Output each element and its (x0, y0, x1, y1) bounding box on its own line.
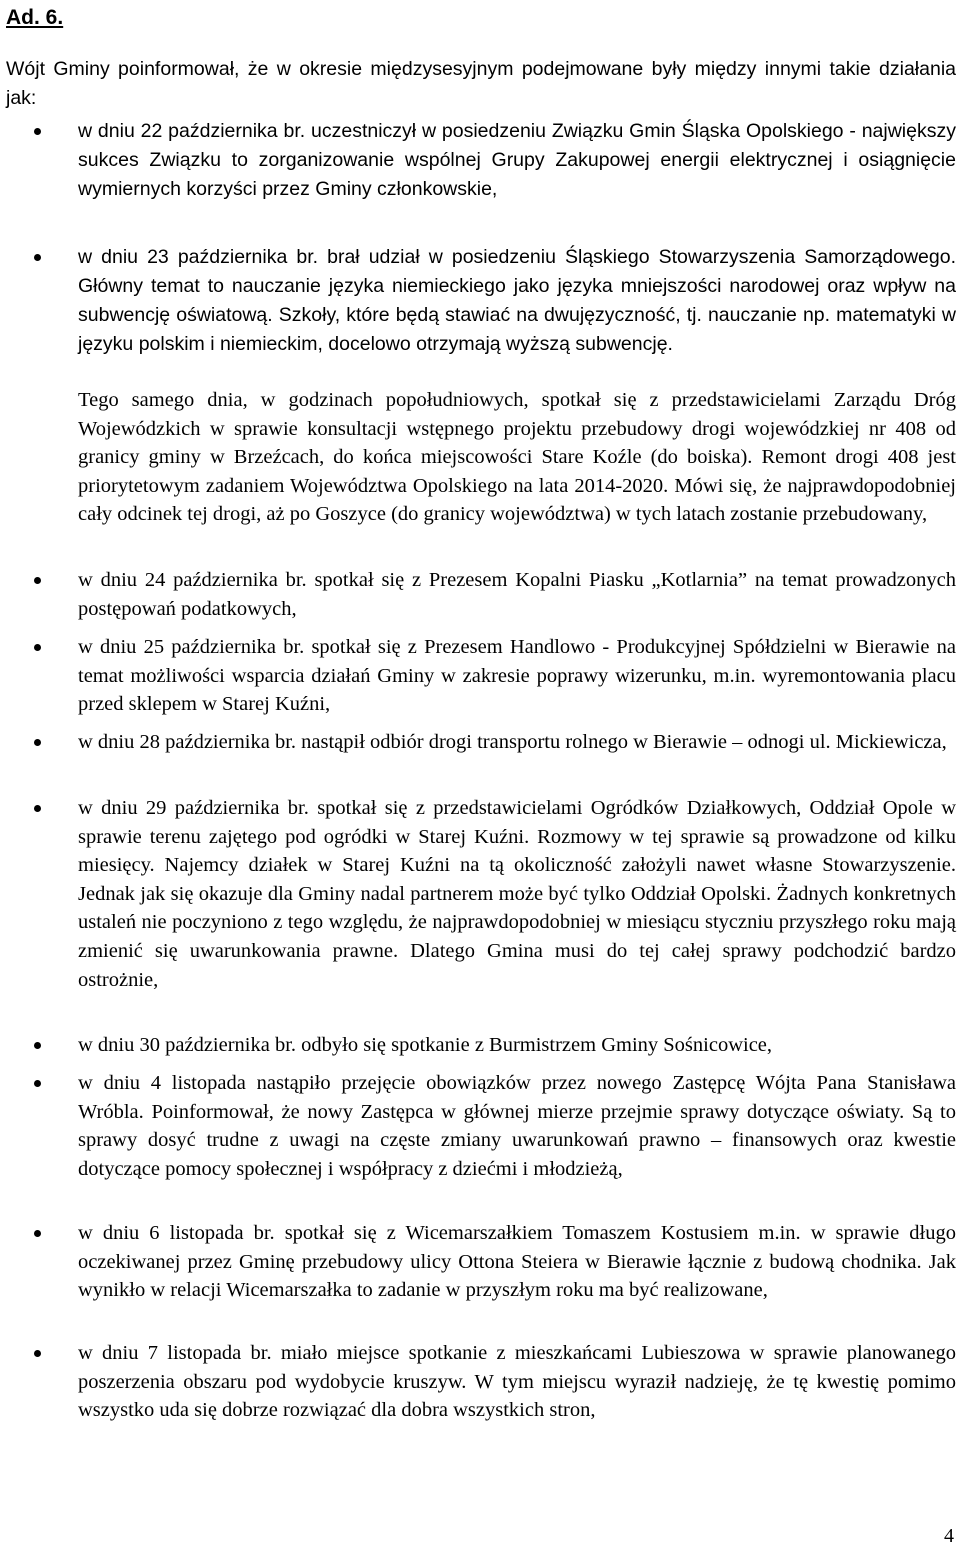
item-text: Tego samego dnia, w godzinach popołudniowych, spotkał się z przedstawicielami Zarządu Dróg Wojewódzkich w sprawie konsultacji wstępnego projektu przebudowy drogi wojewódzkiej nr 408 od granicy gminy w Brzeźcach, do końca miejscowości Stare Koźle (do boiska). Remont drogi 408 jest priorytetowym zadaniem Województwa Opolskiego na lata 2014-2020. Mówi się, że najprawdopodobniej cały odcinek tej drogi, aż po Goszyce (do granicy województwa) w tych latach zostanie przebudowany, (78, 389, 956, 526)
list-item (78, 728, 956, 757)
list-item (78, 1339, 956, 1425)
list-item (78, 633, 956, 719)
list-item (78, 1031, 956, 1060)
list-item (78, 1219, 956, 1305)
list-item (78, 1069, 956, 1183)
list-item (78, 117, 956, 204)
intro-paragraph: Wójt Gminy poinformował, że w okresie międzysesyjnym podejmowane były między innymi takie działania jak: (6, 58, 956, 109)
item-text: w dniu 25 października br. spotkał się z Prezesem Handlowo - Produkcyjnej Spółdzielni w Bierawie na temat możliwości wsparcia działań Gminy w zakresie poprawy wizerunku, m.in. wyremontowania placu przed sklepem w Starej Kuźni, (78, 636, 956, 716)
section-heading: Ad. 6. (6, 6, 64, 29)
list-item (78, 243, 956, 359)
page-number: 4 (944, 1525, 954, 1547)
item-text: w dniu 23 października br. brał udział w posiedzeniu Śląskiego Stowarzyszenia Samorządowego. Główny temat to nauczanie języka niemieckiego jako języka mniejszości narodowej oraz wpływ na subwencję oświatową. Szkoły, które będą stawiać na dwujęzyczność, tj. nauczanie np. matematyki w języku polskim i niemieckim, docelowo otrzymają wyższą subwencję. (78, 246, 956, 355)
item-text: w dniu 30 października br. odbyło się spotkanie z Burmistrzem Gminy Sośnicowice, (78, 1034, 773, 1056)
item-text: w dniu 6 listopada br. spotkał się z Wicemarszałkiem Tomaszem Kostusiem m.in. w sprawie długo oczekiwanej przez Gminę przebudowy ulicy Ottona Steiera w Bierawie łącznie z budową chodnika. Jak wynikło w relacji Wicemarszałka to zadanie w przyszłym roku ma być realizowane, (78, 1222, 956, 1302)
item-text: w dniu 22 października br. uczestniczył w posiedzeniu Związku Gmin Śląska Opolskiego - największy sukces Związku to zorganizowanie wspólnej Grupy Zakupowej energii elektrycznej i osiągnięcie wymiernych korzyści przez Gminy członkowskie, (78, 120, 956, 200)
item-text: w dniu 29 października br. spotkał się z przedstawicielami Ogródków Działkowych, Oddział Opole w sprawie terenu zajętego pod ogródki w Starej Kuźni. Rozmowy w tej sprawie są prowadzone od kilku miesięcy. Najemcy działek w Starej Kuźni na tą okoliczność założyli nawet własne Stowarzyszenie. Jednak jak się okazuje dla Gminy nadal partnerem może być tylko Oddział Opolski. Żadnych konkretnych ustaleń nie poczyniono z tego względu, że najprawdopodobniej w miesiącu styczniu przyszłego roku mają zmienić się uwarunkowania prawne. Dlatego Gmina musi do tej całej sprawy podchodzić bardzo ostrożnie, (78, 797, 956, 991)
item-text: w dniu 7 listopada br. miało miejsce spotkanie z mieszkańcami Lubieszowa w sprawie planowanego poszerzenia obszaru pod wydobycie kruszyw. W tym miejscu wyraził nadzieję, że tę kwestię pomimo wszystko uda się dobrze rozwiązać dla dobra wszystkich stron, (78, 1342, 956, 1422)
list-item (78, 566, 956, 623)
item-text: w dniu 24 października br. spotkał się z Prezesem Kopalni Piasku „Kotlarnia” na temat prowadzonych postępowań podatkowych, (78, 569, 956, 620)
item-text: w dniu 28 października br. nastąpił odbiór drogi transportu rolnego w Bierawie – odnogi ul. Mickiewicza, (78, 731, 947, 753)
list-item (78, 794, 956, 994)
list-item-continuation (78, 386, 956, 529)
item-text: w dniu 4 listopada nastąpiło przejęcie obowiązków przez nowego Zastępcę Wójta Pana Stanisława Wróbla. Poinformował, że nowy Zastępca w głównej mierze przejmie sprawy dotyczące oświaty. Są to sprawy dosyć trudne z uwagi na częste zmiany uwarunkowań prawno – finansowych oraz kwestie dotyczące pomocy społecznej i współpracy z dziećmi i młodzieżą, (78, 1072, 956, 1180)
